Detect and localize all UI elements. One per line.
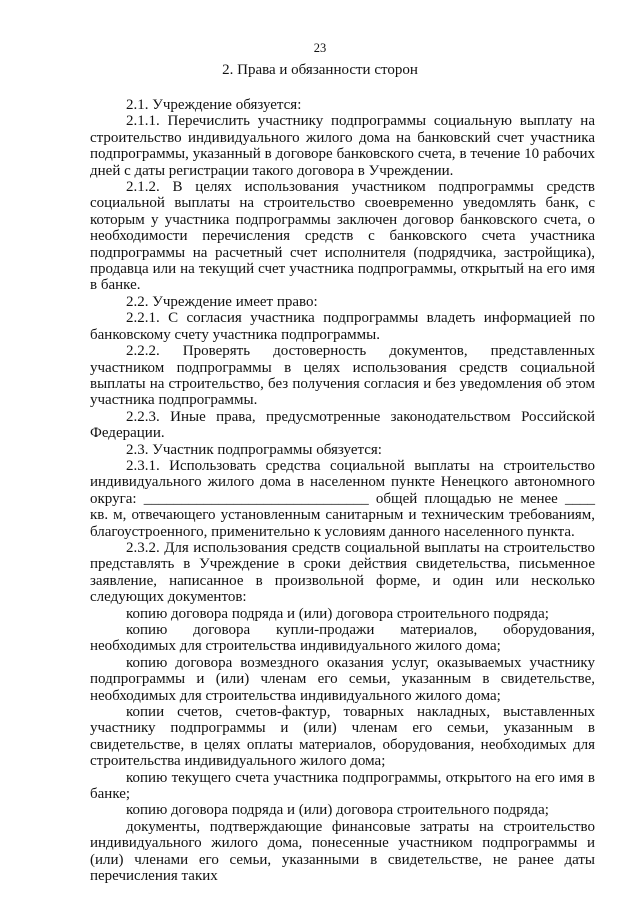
paragraph-2-1-1: 2.1.1. Перечислить участнику подпрограммы социальную выплату на строительство индивидуального жилого дома на банковский счет участника подпрограммы, указанный в договоре банковского счета, в течение 10 рабочих дней с даты регистрации такого договора в Учреждении. (90, 113, 595, 179)
document-body (90, 97, 595, 885)
paragraph-2-1: 2.1. Учреждение обязуется: (126, 97, 302, 113)
section-title: 2. Права и обязанности сторон (222, 62, 418, 78)
list-item-contract-copy-repeat: копию договора подряда и (или) договора строительного подряда; (126, 802, 549, 819)
list-item-expense-documents: документы, подтверждающие финансовые затраты на строительство индивидуального жилого дома, понесенные участником подпрограммы и (или) членами его семьи, указанными в свидетельстве, не ранее даты перечисления таких (90, 818, 595, 885)
paragraph-2-3-2: 2.3.2. Для использования средств социальной выплаты на строительство представлять в Учреждение в сроки действия свидетельства, письменное заявление, написанное в произвольной форме, и один или несколько следующих документов: (90, 539, 595, 606)
paragraph-2-2-1: 2.2.1. С согласия участника подпрограммы владеть информацией по банковскому счету участника подпрограммы. (90, 310, 595, 343)
list-item-purchase-contract: копию договора купли-продажи материалов, оборудования, необходимых для строительства индивидуального жилого дома; (90, 622, 595, 655)
list-item-services-contract: копию договора возмездного оказания услуг, оказываемых участнику подпрограммы и (или) членам его семьи, указанным в свидетельстве, необходимых для строительства индивидуального жилого дома; (90, 654, 595, 704)
paragraph-2-3: 2.3. Участник подпрограммы обязуется: (126, 441, 382, 458)
paragraph-2-2-3: 2.2.3. Иные права, предусмотренные законодательством Российской Федерации. (90, 408, 595, 442)
paragraph-2-2: 2.2. Учреждение имеет право: (126, 293, 318, 310)
list-item-bank-account: копию текущего счета участника подпрограммы, открытого на его имя в банке; (90, 769, 595, 803)
page-number: 23 (313, 41, 327, 55)
paragraph-2-3-1: 2.3.1. Использовать средства социальной выплаты на строительство индивидуального жилого дома в населенном пункте Ненецкого автономного округа: ______________________________ общей площадью не менее ____ кв. м, отвечающего установленным санитарным и техническим требованиям, благоустроенного, применительно к условиям данного населенного пункта. (90, 457, 595, 540)
list-item-contract-copy: копию договора подряда и (или) договора строительного подряда; (126, 605, 549, 622)
list-item-invoices: копии счетов, счетов-фактур, товарных накладных, выставленных участнику подпрограммы и (или) членам его семьи, указанным в свидетельстве, в целях оплаты материалов, оборудования, необходимых для строительства индивидуального жилого дома; (90, 704, 595, 770)
paragraph-2-1-2: 2.1.2. В целях использования участником подпрограммы средств социальной выплаты на строительство своевременно уведомлять банк, с которым у участника подпрограммы заключен договор банковского счета, о необходимости перечисления средств с банковского счета участника подпрограммы на расчетный счет исполнителя (подрядчика, застройщика), продавца или на текущий счет участника подпрограммы, открытый на его имя в банке. (90, 179, 595, 294)
paragraph-2-2-2: 2.2.2. Проверять достоверность документов, представленных участником подпрограммы в целях использования средств социальной выплаты на строительство, без получения согласия и без уведомления об этом участника подпрограммы. (90, 343, 595, 409)
